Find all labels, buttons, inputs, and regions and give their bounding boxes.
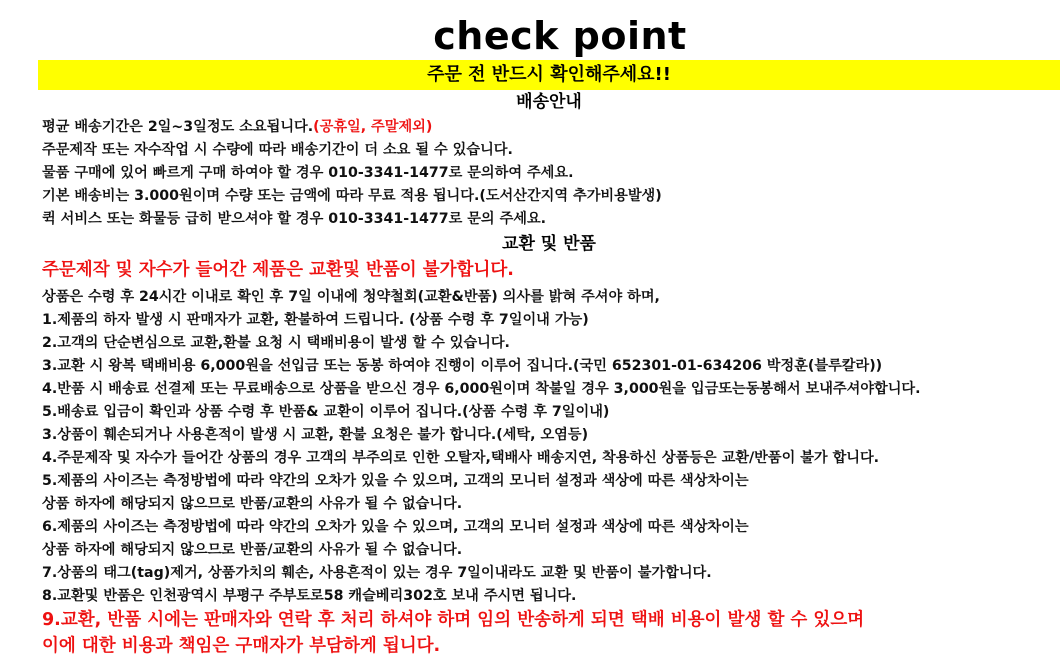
returns-line: 5.제품의 사이즈는 측정방법에 따라 약간의 오차가 있을 수 있으며, 고객의 모니터 설정과 색상에 따른 색상차이는: [42, 473, 749, 489]
returns-line: 상품 하자에 해당되지 않으므로 반품/교환의 사유가 될 수 없습니다.: [42, 542, 463, 558]
notice-banner: 주문 전 반드시 확인해주세요!!: [38, 60, 1060, 90]
returns-line: 상품 하자에 해당되지 않으므로 반품/교환의 사유가 될 수 없습니다.: [42, 496, 463, 512]
shipping-line-2: 주문제작 또는 자수작업 시 수량에 따라 배송기간이 더 소요 될 수 있습니다.: [42, 142, 513, 158]
returns-final-warning-1: 9.교환, 반품 시에는 판매자와 연락 후 처리 하셔야 하며 임의 반송하게 되면 택배 비용이 발생 할 수 있으며: [42, 610, 865, 630]
shipping-line-1: [42, 116, 432, 138]
returns-heading: 교환 및 반품: [502, 234, 596, 254]
shipping-line-4: 기본 배송비는 3.000원이며 수량 또는 금액에 따라 무료 적용 됩니다.(도서산간지역 추가비용발생): [42, 188, 662, 204]
shipping-line-1-note: (공휴일, 주말제외): [313, 119, 433, 135]
returns-warning: 주문제작 및 자수가 들어간 제품은 교환및 반품이 불가합니다.: [42, 260, 514, 280]
shipping-line-3: 물품 구매에 있어 빠르게 구매 하여야 할 경우 010-3341-1477로 문의하여 주세요.: [42, 165, 574, 181]
page-title: check point: [433, 14, 687, 58]
returns-line: 3.교환 시 왕복 택배비용 6,000원을 선입금 또는 동봉 하여야 진행이 이루어 집니다.(국민 652301-01-634206 박정훈(블루칼라)): [42, 358, 883, 374]
returns-line: 8.교환및 반품은 인천광역시 부평구 주부토로58 캐슬베리302호 보내 주시면 됩니다.: [42, 588, 577, 604]
returns-final-warning-2: 이에 대한 비용과 책임은 구매자가 부담하게 됩니다.: [42, 636, 441, 656]
returns-line: 1.제품의 하자 발생 시 판매자가 교환, 환불하여 드립니다. (상품 수령 후 7일이내 가능): [42, 312, 589, 328]
returns-line: 6.제품의 사이즈는 측정방법에 따라 약간의 오차가 있을 수 있으며, 고객의 모니터 설정과 색상에 따른 색상차이는: [42, 519, 749, 535]
returns-line: 2.고객의 단순변심으로 교환,환불 요청 시 택배비용이 발생 할 수 있습니다.: [42, 335, 510, 351]
shipping-heading: 배송안내: [516, 92, 582, 112]
returns-line: 4.반품 시 배송료 선결제 또는 무료배송으로 상품을 받으신 경우 6,000원이며 착불일 경우 3,000원을 입금또는동봉해서 보내주셔야합니다.: [42, 381, 921, 397]
returns-line: 5.배송료 입금이 확인과 상품 수령 후 반품& 교환이 이루어 집니다.(상품 수령 후 7일이내): [42, 404, 610, 420]
returns-line: 7.상품의 태그(tag)제거, 상품가치의 훼손, 사용흔적이 있는 경우 7일이내라도 교환 및 반품이 불가합니다.: [42, 565, 712, 581]
returns-line: 상품은 수령 후 24시간 이내로 확인 후 7일 이내에 청약철회(교환&반품) 의사를 밝혀 주셔야 하며,: [42, 289, 660, 305]
returns-line: 3.상품이 훼손되거나 사용흔적이 발생 시 교환, 환불 요청은 불가 합니다.(세탁, 오염등): [42, 427, 589, 443]
returns-line: 4.주문제작 및 자수가 들어간 상품의 경우 고객의 부주의로 인한 오탈자,택배사 배송지연, 착용하신 상품등은 교환/반품이 불가 합니다.: [42, 450, 880, 466]
shipping-line-5: 퀵 서비스 또는 화물등 급히 받으셔야 할 경우 010-3341-1477로 문의 주세요.: [42, 211, 547, 227]
shipping-line-1-text: 평균 배송기간은 2일~3일정도 소요됩니다.: [42, 119, 314, 135]
